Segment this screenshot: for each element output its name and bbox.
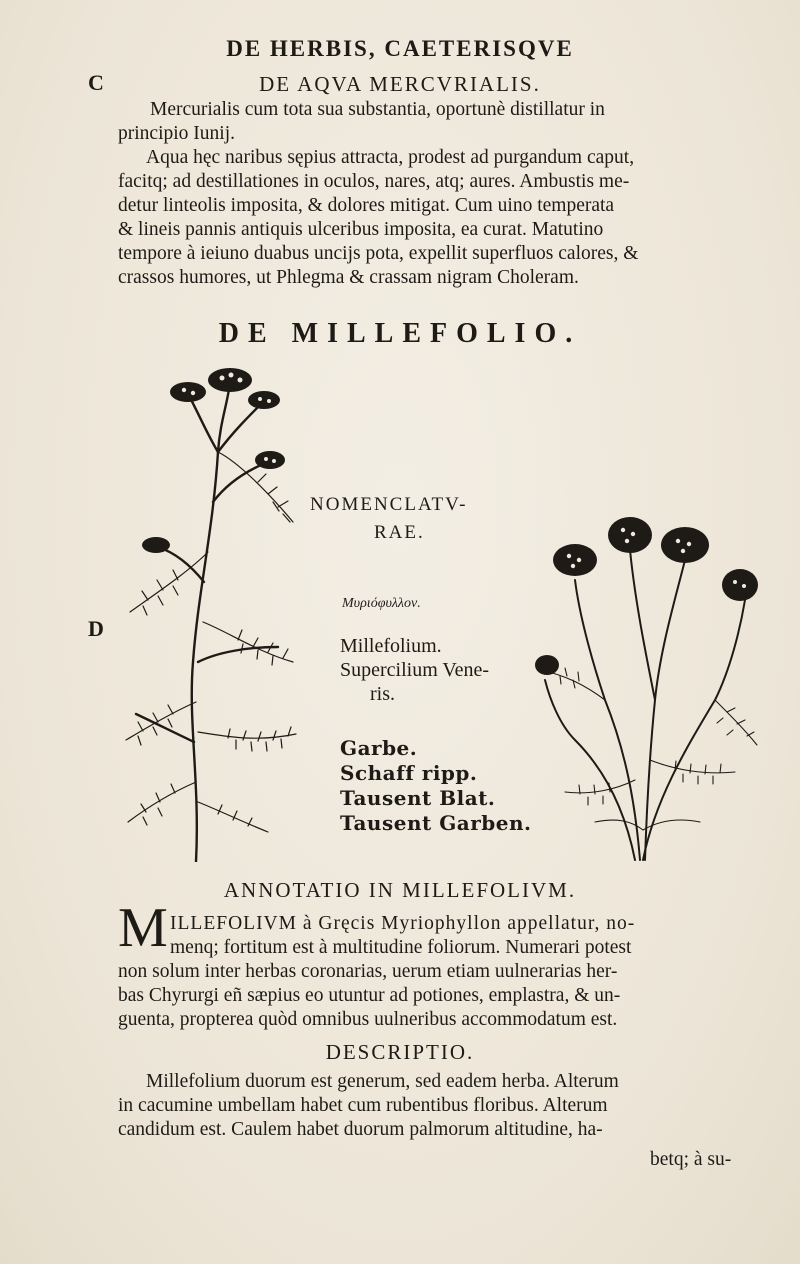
text-line: Millefolium duorum est generum, sed eadem herba. Alterum <box>146 1071 619 1092</box>
latin-names <box>340 634 489 706</box>
catchword: betq; à su- <box>650 1149 732 1170</box>
text-line: detur linteolis imposita, & dolores mitigat. Cum uino temperata <box>118 195 615 216</box>
annotatio-text <box>118 960 620 1032</box>
nomenclature-heading-line1: NOMENCLATV- <box>310 494 468 515</box>
section-title-descriptio: DESCRIPTIO. <box>325 1040 475 1064</box>
margin-letter-d: D <box>88 616 104 641</box>
greek-name: Μυριόφυλλον. <box>342 596 421 611</box>
german-name: Tausent Blat. <box>340 786 496 810</box>
text-line: & lineis pannis antiquis ulceribus imposita, ea curat. Matutino <box>118 219 604 240</box>
section-title-aqua-mercurialis: DE AQVA MERCVRIALIS. <box>259 72 541 96</box>
annotatio-first-line: ILLEFOLIVM à Gręcis Myriophyllon appellatur, no- <box>170 913 636 934</box>
nomenclature-heading-line2: RAE. <box>374 522 425 543</box>
text-line: crassos humores, ut Phlegma & crassam nigram Choleram. <box>118 267 579 288</box>
millefolium-woodcut-left <box>118 362 313 862</box>
section-title-annotatio: ANNOTATIO IN MILLEFOLIVM. <box>223 878 577 902</box>
text-line: bas Chyrurgi eñ sæpius eo utuntur ad potiones, emplastra, & un- <box>118 985 621 1006</box>
annotatio-second-line: menq; fortitum est à multitudine foliorum. Numerari potest <box>170 937 632 958</box>
german-name: Schaff ripp. <box>340 761 478 785</box>
millefolium-woodcut-right <box>535 500 760 870</box>
margin-letter-c: C <box>88 70 104 95</box>
latin-name: ris. <box>370 683 395 705</box>
text-line: principio Iunij. <box>118 123 235 144</box>
drop-cap: M <box>118 897 168 959</box>
text-line: non solum inter herbas coronarias, uerum etiam uulnerarias her- <box>118 961 618 982</box>
descriptio-text <box>118 1070 619 1142</box>
main-title-de-millefolio: DE MILLEFOLIO. <box>218 318 582 349</box>
text-line: in cacumine umbellam habet cum rubentibus floribus. Alterum <box>118 1095 608 1116</box>
text-line: guenta, propterea quòd omnibus uulneribus accommodatum est. <box>118 1009 618 1030</box>
text-line: Mercurialis cum tota sua substantia, oportunè distillatur in <box>150 99 605 120</box>
text-line: facitq; ad destillationes in oculos, nares, atq; aures. Ambustis me- <box>118 171 630 192</box>
german-name: Garbe. <box>340 736 418 760</box>
latin-name: Supercilium Vene- <box>340 659 490 681</box>
latin-name: Millefolium. <box>340 635 442 657</box>
german-name: Tausent Garben. <box>340 811 532 835</box>
text-line: tempore à ieiuno duabus uncijs pota, expellit superfluos calores, & <box>118 243 639 264</box>
running-head: DE HERBIS, CAETERISQVE <box>226 36 574 61</box>
text-line: candidum est. Caulem habet duorum palmorum altitudine, ha- <box>118 1119 603 1140</box>
german-names <box>340 736 531 836</box>
section-aqua-text <box>118 98 638 290</box>
text-line: Aqua hęc naribus sępius attracta, prodest ad purgandum caput, <box>146 147 635 168</box>
